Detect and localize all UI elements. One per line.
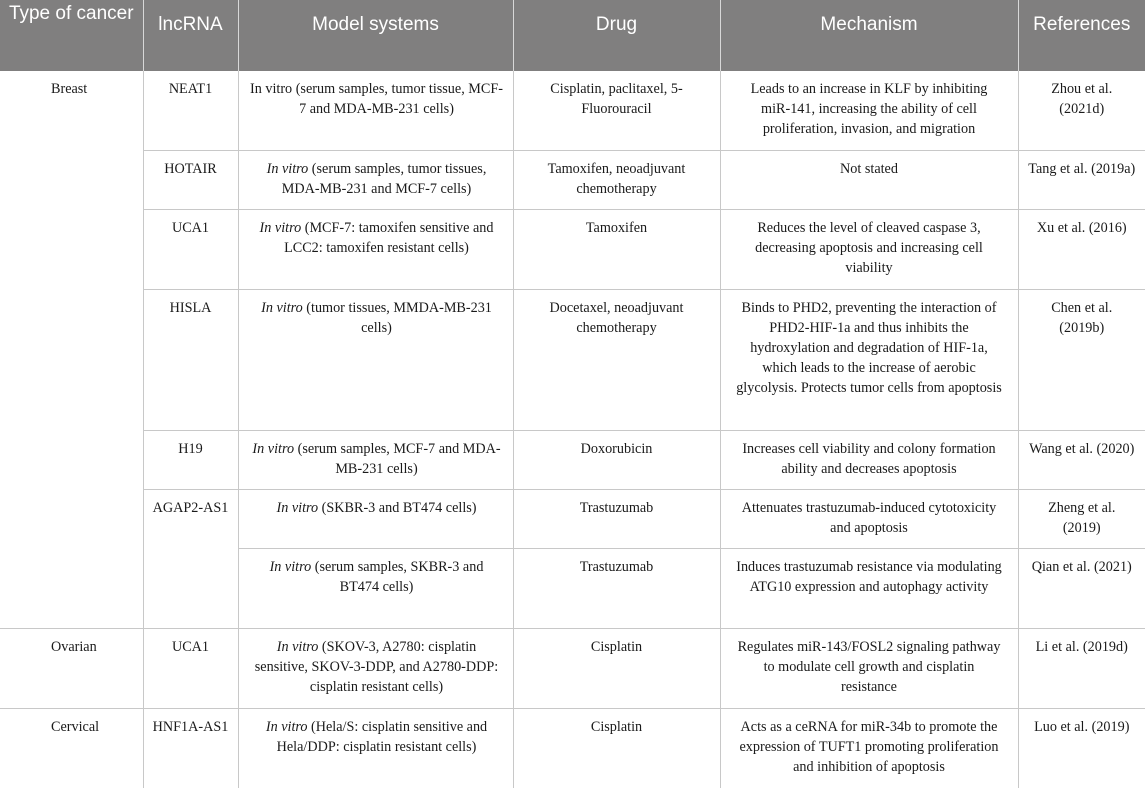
drug-cell: Cisplatin, paclitaxel, 5-Fluorouracil [513,71,720,150]
model-systems-cell [238,628,513,708]
model-systems-cell [238,209,513,289]
header-lncrna: lncRNA [143,0,238,71]
reference-cell: Wang et al. (2020) [1018,430,1145,489]
reference-cell: Tang et al. (2019a) [1018,150,1145,209]
model-detail-text: (SKBR-3 and BT474 cells) [318,499,477,516]
mechanism-cell: Regulates miR-143/FOSL2 signaling pathway to modulate cell growth and cisplatin resistance [720,628,1018,708]
model-detail-text: (SKOV-3, A2780: cisplatin sensitive, SKOV-3-DDP, and A2780-DDP: cisplatin resistant cells) [254,638,499,695]
model-lead-text: In vitro [266,160,309,177]
cancer-type-cell: Ovarian [0,628,143,708]
drug-cell: Tamoxifen, neoadjuvant chemotherapy [513,150,720,209]
mechanism-cell: Induces trastuzumab resistance via modulating ATG10 expression and autophagy activity [720,548,1018,628]
header-mechanism: Mechanism [720,0,1018,71]
drug-cell: Cisplatin [513,708,720,788]
model-detail-text: (tumor tissues, MMDA-MB-231 cells) [302,299,492,336]
table-row [0,289,1145,430]
model-detail-text: (serum samples, SKBR-3 and BT474 cells) [311,558,484,595]
header-row [0,0,1145,71]
drug-cell: Trastuzumab [513,548,720,628]
drug-cell: Tamoxifen [513,209,720,289]
model-systems-cell [238,150,513,209]
mechanism-cell: Reduces the level of cleaved caspase 3, decreasing apoptosis and increasing cell viability [720,209,1018,289]
lncrna-cell: UCA1 [143,209,238,289]
model-systems-cell [238,548,513,628]
reference-cell: Luo et al. (2019) [1034,718,1130,735]
drug-cell: Cisplatin [513,628,720,708]
reference-cell: Zheng et al. (2019) [1018,489,1145,548]
model-lead-text: In vitro [276,638,319,655]
drug-cell: Trastuzumab [513,489,720,548]
table-row [0,489,1145,548]
model-detail-text: (serum samples, tumor tissue, MCF-7 and MDA-MB-231 cells) [292,81,503,117]
reference-cell: Qian et al. (2021) [1018,548,1145,628]
reference-cell: Xu et al. (2016) [1018,209,1145,289]
model-lead-text: In vitro [269,558,312,575]
mechanism-cell: Binds to PHD2, preventing the interaction of PHD2-HIF-1a and thus inhibits the hydroxylation and degradation of HIF-1a, which leads to the increase of aerobic glycolysis. Protects tumor cells from apoptosis [720,289,1018,430]
mechanism-cell: Acts as a ceRNA for miR-34b to promote the expression of TUFT1 promoting proliferation and inhibition of apoptosis [720,708,1018,788]
reference-cell: Chen et al. (2019b) [1018,289,1145,430]
mechanism-cell: Attenuates trastuzumab-induced cytotoxicity and apoptosis [720,489,1018,548]
lncrna-cell: HISLA [143,289,238,430]
model-systems-cell [238,430,513,489]
lncrna-cell: HOTAIR [143,150,238,209]
table-row [0,209,1145,289]
cancer-type-cell: Breast [0,71,143,628]
lncrna-cell: AGAP2-AS1 [143,489,238,628]
lncrna-cell: H19 [143,430,238,489]
model-lead-text: In vitro [265,718,308,735]
lncrna-cell: HNF1A-AS1 [143,708,238,788]
model-lead-text: In vitro [276,499,319,516]
lncrna-cell: UCA1 [143,628,238,708]
reference-cell: Zhou et al. (2021d) [1018,71,1145,150]
header-drug: Drug [513,0,720,71]
table-row [0,708,1145,788]
cancer-type-cell: Cervical [0,708,143,788]
model-systems-cell [238,289,513,430]
drug-cell: Docetaxel, neoadjuvant chemotherapy [513,289,720,430]
lncrna-cell: NEAT1 [143,71,238,150]
drug-cell: Doxorubicin [513,430,720,489]
model-detail-text: (MCF-7: tamoxifen sensitive and LCC2: tamoxifen resistant cells) [284,219,494,256]
model-lead-text: In vitro [252,440,295,457]
table-row [0,628,1145,708]
header-type-of-cancer: Type of cancer [0,0,143,71]
mechanism-cell: Not stated [720,150,1018,209]
model-lead-text: In vitro [259,219,302,236]
reference-cell: Li et al. (2019d) [1018,628,1145,708]
model-lead-text: In vitro [249,81,293,97]
header-model-systems: Model systems [238,0,513,71]
table-row [0,71,1145,150]
model-detail-text: (Hela/S: cisplatin sensitive and Hela/DDP: cisplatin resistant cells) [276,718,488,755]
mechanism-cell: Leads to an increase in KLF by inhibiting miR-141, increasing the ability of cell proliferation, invasion, and migration [720,71,1018,150]
header-references: References [1018,0,1145,71]
model-lead-text: In vitro [261,299,303,316]
model-detail-text: (serum samples, tumor tissues, MDA-MB-231 and MCF-7 cells) [281,160,487,197]
table-row [0,430,1145,489]
mechanism-cell: Increases cell viability and colony formation ability and decreases apoptosis [720,430,1018,489]
model-systems-cell [238,489,513,548]
model-detail-text: (serum samples, MCF-7 and MDA-MB-231 cells) [294,440,501,477]
model-systems-cell [238,708,513,788]
table-row [0,150,1145,209]
model-systems-cell [238,71,513,150]
